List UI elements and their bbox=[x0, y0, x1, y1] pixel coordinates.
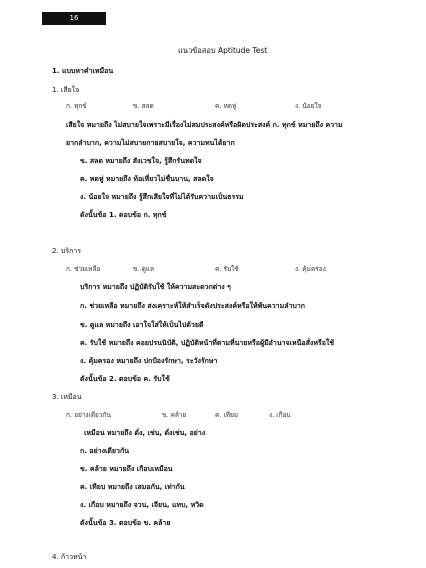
section-heading: 1. แบบหาคำเหมือน bbox=[52, 67, 114, 75]
q3-choice-d: ง. เกือบ bbox=[269, 411, 291, 419]
q3-choice-a: ก. อย่างเดียวกัน bbox=[66, 411, 111, 419]
q1-choice-a: ก. ทุกข์ bbox=[66, 102, 87, 110]
q2-choice-d: ง. คุ้มครอง bbox=[295, 265, 326, 273]
page-title: แนวข้อสอบ Aptitude Test bbox=[178, 46, 268, 55]
q1-choice-b: ข. สลด bbox=[133, 102, 154, 110]
q1-explanation: ยากลำบาก, ความไม่สบายกายสบายใจ, ความทนได้ยาก bbox=[66, 139, 235, 147]
q1-explanation: ง. น้อยใจ หมายถึง รู้สึกเสียใจที่ไม่ได้รับความเป็นธรรม bbox=[80, 193, 244, 201]
question-2: 2. บริการ bbox=[52, 247, 82, 255]
q3-explanation: ง. เกือบ หมายถึง จวน, เจียน, แทบ, หวิด bbox=[80, 501, 204, 509]
q3-explanation: ค. เทียบ หมายถึง เสมอกัน, เท่ากัน bbox=[80, 483, 185, 491]
q1-choice-d: ง. น้อยใจ bbox=[295, 102, 322, 110]
q2-explanation: ค. รับใช้ หมายถึง คอยปรนนิบัติ, ปฏิบัติหน้าที่ตามที่นายหรือผู้มีอำนาจเหนือสั่งหรือใช้ bbox=[80, 339, 335, 347]
q2-explanation: ง. คุ้มครอง หมายถึง ปกป้องรักษา, ระวังรักษา bbox=[80, 357, 218, 365]
q3-choice-c: ค. เทียม bbox=[215, 411, 239, 419]
q3-answer: ดังนั้นข้อ 3. ตอบข้อ ข. คล้าย bbox=[80, 519, 171, 527]
q3-explanation: เหมือน หมายถึง ดั่ง, เช่น, ดั่งเช่น, อย่าง bbox=[84, 429, 206, 437]
question-1: 1. เสียใจ bbox=[52, 86, 80, 94]
q3-explanation: ก. อย่างเดียวกัน bbox=[80, 447, 129, 455]
q1-explanation: ค. หดหู่ หมายถึง ท้อเหี่ยวไม่ชื่นบาน, สลดใจ bbox=[80, 175, 214, 183]
q2-choice-a: ก. ช่วยเหลือ bbox=[66, 265, 101, 273]
q1-answer: ดังนั้นข้อ 1. ตอบข้อ ก. ทุกข์ bbox=[80, 211, 167, 219]
q2-explanation: ข. ดูแล หมายถึง เอาใจใส่ให้เป็นไปด้วยดี bbox=[80, 321, 204, 329]
question-3: 3. เหมือน bbox=[52, 393, 82, 401]
q1-explanation: ข. สลด หมายถึง สังเวชใจ, รู้สึกรันทดใจ bbox=[80, 157, 202, 165]
question-4: 4. ก้าวหน้า bbox=[52, 553, 87, 561]
q1-choice-c: ค. หดหู่ bbox=[215, 102, 237, 110]
page-number-badge: 16 bbox=[42, 12, 106, 25]
q2-explanation: บริการ หมายถึง ปฏิบัติรับใช้ ให้ความสะดวกต่าง ๆ bbox=[80, 283, 231, 291]
q2-choice-b: ข. ดูแล bbox=[133, 265, 154, 273]
q2-explanation: ก. ช่วยเหลือ หมายถึง สงเคราะห์ให้สำเร็จดังประสงค์หรือให้พ้นความลำบาก bbox=[80, 302, 306, 310]
q3-explanation: ข. คล้าย หมายถึง เกือบเหมือน bbox=[80, 465, 173, 473]
q2-answer: ดังนั้นข้อ 2. ตอบข้อ ค. รับใช้ bbox=[80, 375, 170, 383]
q1-explanation: เสียใจ หมายถึง ไม่สบายใจเพราะมีเรื่องไม่สมประสงค์หรือผิดประสงค์ ก. ทุกข์ หมายถึง ความ bbox=[66, 121, 343, 129]
q2-choice-c: ค. รับใช้ bbox=[215, 265, 239, 273]
q3-choice-b: ข. คล้าย bbox=[162, 411, 187, 419]
